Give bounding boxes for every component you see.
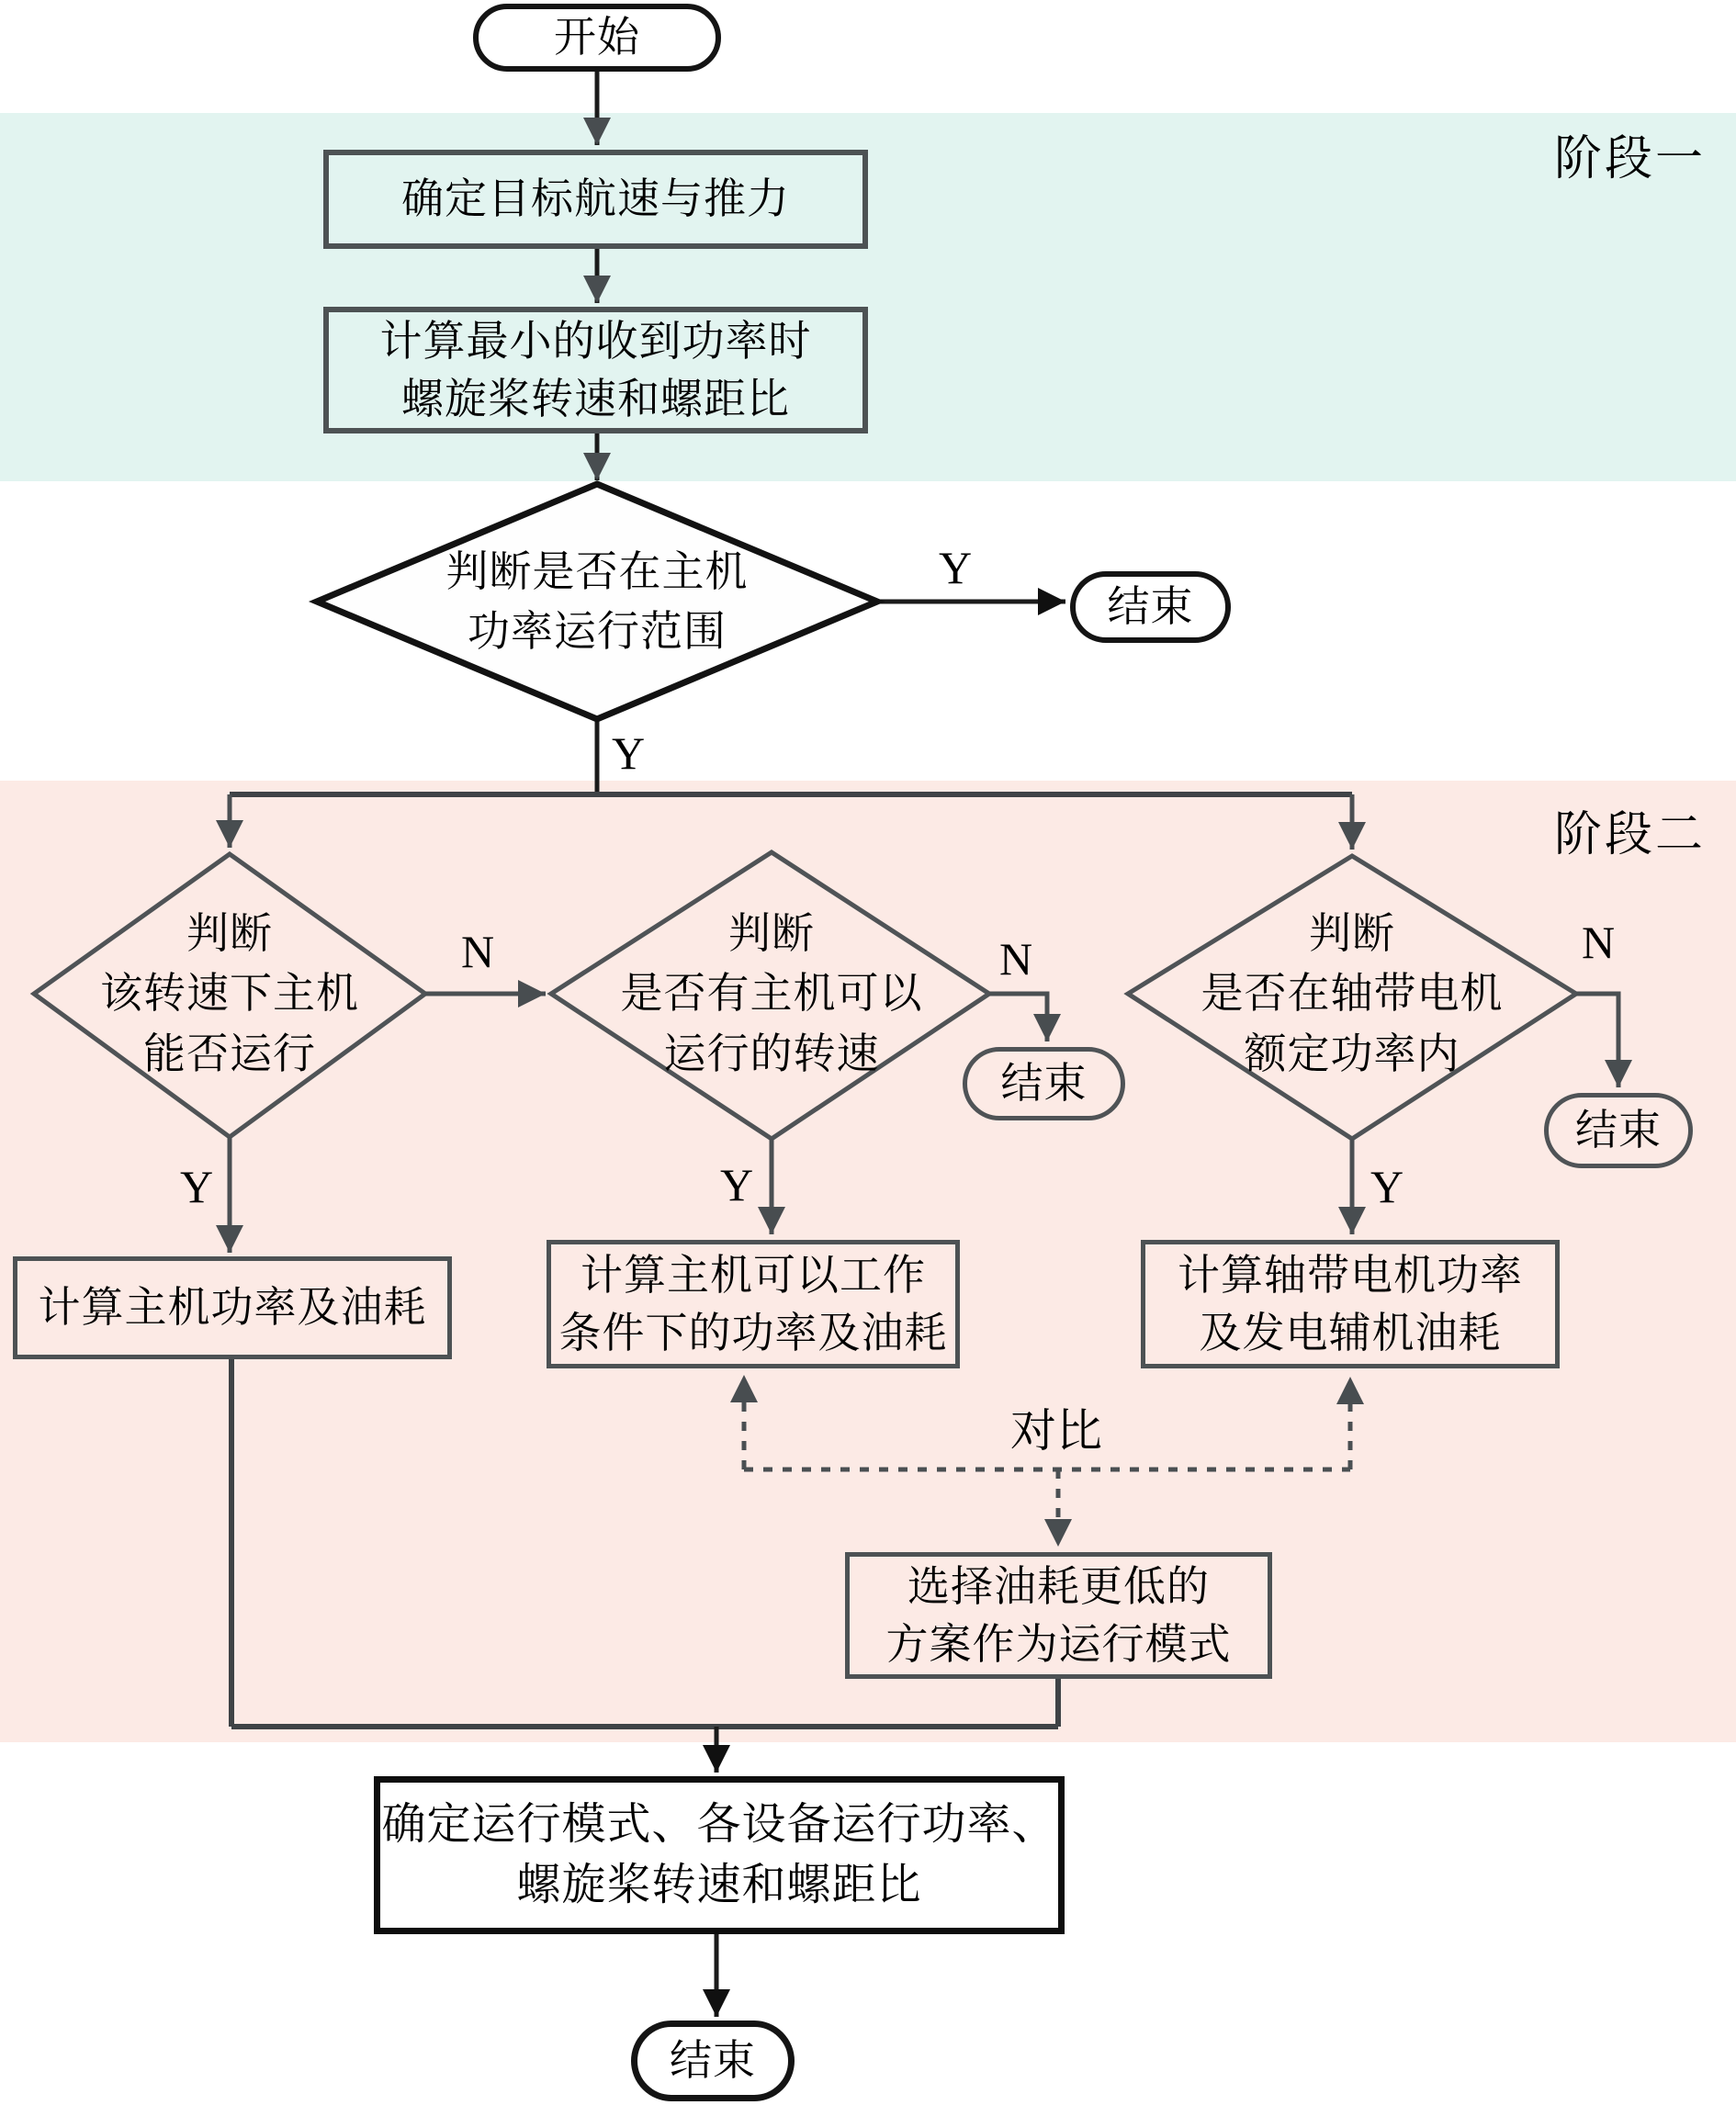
text-line: 确定运行模式、各设备运行功率、 (381, 1799, 1057, 1849)
diamond-judge-engine-speed-exists-text (588, 902, 955, 1086)
end-label: 结束 (1575, 1107, 1662, 1154)
stage1-label: 阶段一 (1553, 133, 1706, 186)
end-label: 结束 (670, 2037, 756, 2085)
text-line: 条件下的功率及油耗 (558, 1310, 948, 1356)
stage2-label: 阶段二 (1553, 809, 1706, 861)
end-label: 结束 (1000, 1060, 1088, 1108)
text-line: 是否在轴带电机 (1201, 970, 1504, 1018)
diamond-judge-shaft-motor-power-text (1168, 902, 1536, 1086)
text-line: 额定功率内 (1244, 1030, 1460, 1077)
start-terminal (473, 4, 721, 72)
label-right-n: N (1581, 917, 1616, 968)
process-calc-engine-fuel (13, 1256, 452, 1359)
label-mid-y: Y (719, 1159, 754, 1210)
text-line: 判断 (1309, 910, 1395, 958)
label-compare: 对比 (1010, 1405, 1102, 1457)
text-line: 判断 (728, 910, 815, 958)
process-calc-shaft-motor (1141, 1240, 1560, 1368)
text-line: 计算主机可以工作 (581, 1251, 926, 1299)
edge-mid-n-to-end (989, 994, 1047, 1041)
process-final-determine (374, 1776, 1065, 1934)
label-left-y: Y (179, 1161, 214, 1212)
text-line: 是否有主机可以 (620, 970, 923, 1018)
end-label: 结束 (1107, 583, 1194, 631)
label-mid-n: N (998, 933, 1033, 985)
end-terminal-stage1 (1070, 571, 1231, 643)
text-line: 螺旋桨转速和螺距比 (516, 1861, 922, 1909)
text-line: 计算最小的收到功率时 (379, 317, 812, 365)
text-line: 判断 (186, 910, 273, 958)
process-calc-min-power (323, 307, 868, 433)
process-determine-speed-thrust (323, 150, 868, 249)
edge-right-n-to-end (1576, 994, 1618, 1087)
label-right-y: Y (1370, 1161, 1404, 1212)
start-label: 开始 (554, 14, 640, 62)
label-main-end-y: Y (938, 542, 973, 593)
label-left-n: N (460, 926, 495, 977)
text-line: 能否运行 (143, 1030, 316, 1077)
process-choose-lower-fuel (845, 1552, 1272, 1679)
diamond-judge-main-power-range-text (395, 528, 799, 675)
text-line: 判断是否在主机 (445, 547, 749, 595)
text-line: 及发电辅机油耗 (1199, 1310, 1502, 1356)
text-line: 选择油耗更低的 (907, 1562, 1210, 1610)
text-line: 确定目标航速与推力 (401, 175, 790, 223)
end-terminal-right (1544, 1093, 1693, 1168)
text-line: 螺旋桨转速和螺距比 (401, 376, 790, 422)
end-terminal-final (631, 2021, 795, 2101)
text-line: 计算轴带电机功率 (1178, 1251, 1523, 1299)
text-line: 功率运行范围 (468, 608, 727, 655)
text-line: 计算主机功率及油耗 (38, 1284, 427, 1332)
text-line: 运行的转速 (663, 1030, 880, 1077)
text-line: 方案作为运行模式 (885, 1621, 1232, 1668)
label-main-down-y: Y (611, 727, 646, 779)
process-calc-engine-workable (547, 1240, 960, 1368)
end-terminal-mid (963, 1047, 1125, 1120)
text-line: 该转速下主机 (100, 970, 359, 1018)
diamond-judge-engine-runnable-text (73, 902, 386, 1086)
